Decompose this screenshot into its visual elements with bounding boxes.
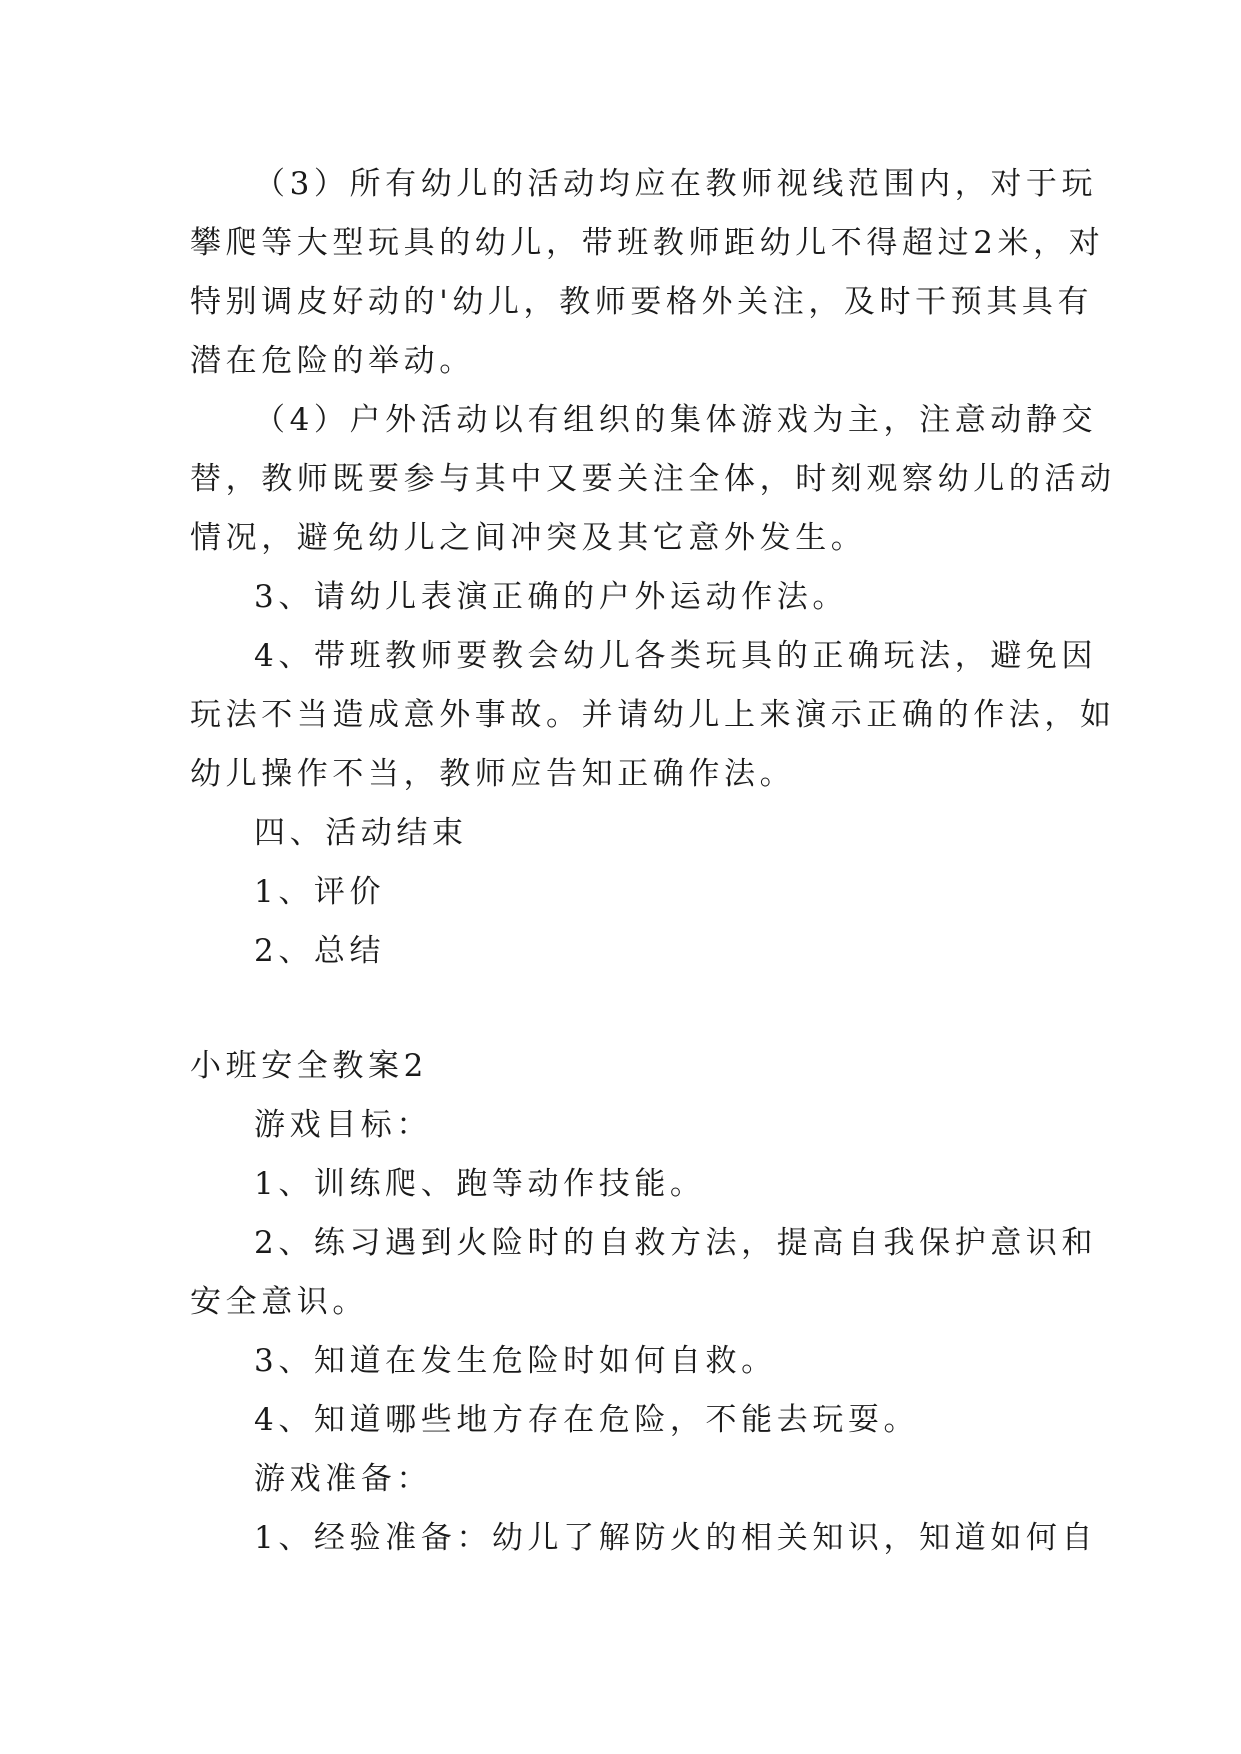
list-item: 4、知道哪些地方存在危险，不能去玩耍。: [254, 1402, 920, 1438]
paragraph-line: 特别调皮好动的'幼儿，教师要格外关注，及时干预其具有: [190, 284, 1094, 320]
section-heading: 游戏目标：: [254, 1107, 432, 1143]
list-item: 3、知道在发生危险时如何自救。: [254, 1343, 777, 1379]
section-heading: 四、活动结束: [254, 815, 468, 851]
list-item: 1、训练爬、跑等动作技能。: [254, 1166, 706, 1202]
paragraph-line: 情况，避免幼儿之间冲突及其它意外发生。: [190, 520, 867, 556]
list-item: 1、评价: [254, 874, 386, 910]
list-item: 2、练习遇到火险时的自救方法，提高自我保护意识和: [254, 1225, 1098, 1261]
paragraph-line: 玩法不当造成意外事故。并请幼儿上来演示正确的作法，如: [190, 697, 1116, 733]
paragraph-line: 安全意识。: [190, 1284, 368, 1320]
paragraph-line: 幼儿操作不当，教师应告知正确作法。: [190, 756, 796, 792]
paragraph-line: 替，教师既要参与其中又要关注全体，时刻观察幼儿的活动: [190, 461, 1116, 497]
section-spacer: [190, 981, 1050, 1037]
document-page: [190, 155, 1116, 1568]
paragraph-line: 3、请幼儿表演正确的户外运动作法。: [254, 579, 848, 615]
paragraph-line: （3）所有幼儿的活动均应在教师视线范围内，对于玩: [254, 166, 1098, 202]
section-heading: 游戏准备：: [254, 1461, 432, 1497]
document-title: 小班安全教案2: [190, 1048, 428, 1084]
paragraph-line: 4、带班教师要教会幼儿各类玩具的正确玩法，避免因: [254, 638, 1098, 674]
paragraph-line: 攀爬等大型玩具的幼儿，带班教师距幼儿不得超过2米，对: [190, 225, 1105, 261]
paragraph-line: 潜在危险的举动。: [190, 343, 475, 379]
paragraph-line: （4）户外活动以有组织的集体游戏为主，注意动静交: [254, 402, 1098, 438]
list-item: 1、经验准备：幼儿了解防火的相关知识，知道如何自: [254, 1520, 1098, 1556]
list-item: 2、总结: [254, 933, 386, 969]
